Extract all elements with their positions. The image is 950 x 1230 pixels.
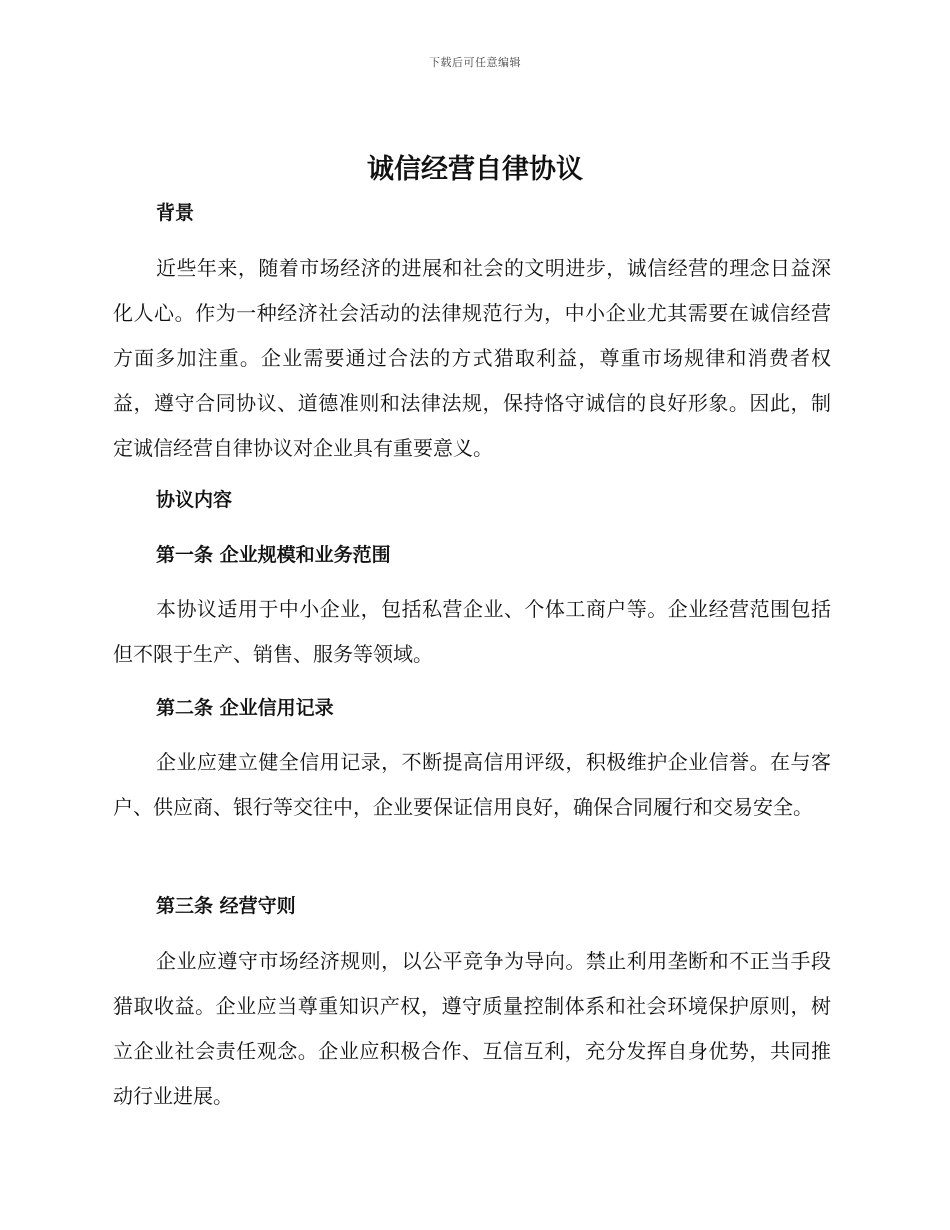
document-title: 诚信经营自律协议 — [367, 154, 583, 185]
article-2-paragraph: 企业应建立健全信用记录，不断提高信用评级，积极维护企业信誉。在与客户、供应商、银行等交往中，企业要保证信用良好，确保合同履行和交易安全。 — [113, 750, 831, 819]
section-heading-background: 背景 — [156, 202, 195, 224]
article-1-heading: 第一条 企业规模和业务范围 — [156, 544, 391, 566]
paragraph-background: 近些年来，随着市场经济的进展和社会的文明进步，诚信经营的理念日益深化人心。作为一种经济社会活动的法律规范行为，中小企业尤其需要在诚信经营方面多加注重。企业需要通过合法的方式猎取利益，尊重市场规律和消费者权益，遵守合同协议、道德准则和法律法规，保持恪守诚信的良好形象。因此，制定诚信经营自律协议对企业具有重要意义。 — [113, 256, 831, 460]
page-header-note: 下载后可任意编辑 — [429, 56, 521, 69]
article-2-heading: 第二条 企业信用记录 — [156, 697, 334, 719]
article-3-paragraph: 企业应遵守市场经济规则，以公平竞争为导向。禁止利用垄断和不正当手段猎取收益。企业应当尊重知识产权，遵守质量控制体系和社会环境保护原则，树立企业社会责任观念。企业应积极合作、互信互利，充分发挥自身优势，共同推动行业进展。 — [113, 949, 831, 1108]
article-3-heading: 第三条 经营守则 — [156, 895, 296, 917]
section-heading-agreement-content: 协议内容 — [156, 489, 233, 511]
article-1-paragraph: 本协议适用于中小企业，包括私营企业、个体工商户等。企业经营范围包括但不限于生产、销售、服务等领域。 — [113, 597, 831, 666]
